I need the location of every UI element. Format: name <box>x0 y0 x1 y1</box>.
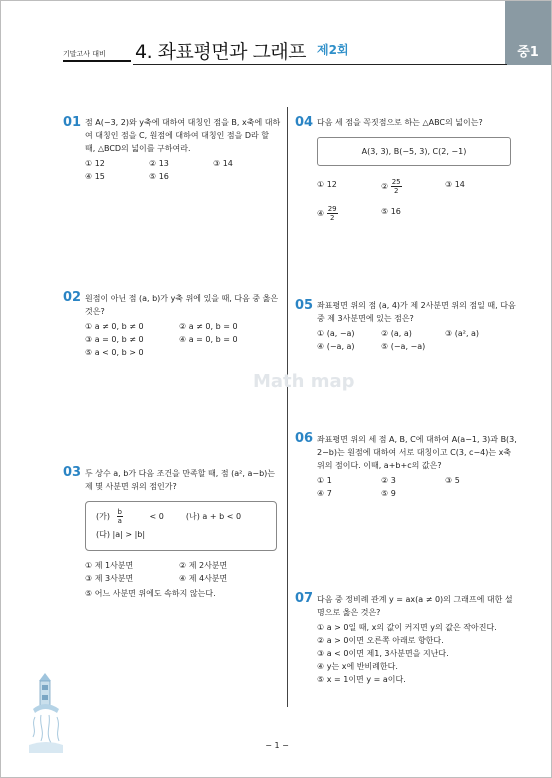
option[interactable]: ④ 제 4사분면 <box>179 574 228 583</box>
fraction-numerator: 29 <box>327 205 337 213</box>
question-06 <box>317 433 517 500</box>
question-04 <box>317 116 517 222</box>
fraction <box>391 178 402 195</box>
option[interactable]: ③ 5 <box>445 476 460 485</box>
column-divider <box>287 107 288 707</box>
fraction-denominator: 2 <box>329 214 335 222</box>
question-02 <box>85 292 281 359</box>
condition-1 <box>96 508 186 526</box>
condition-3: (다) |a| > |b| <box>96 530 146 539</box>
header-rule <box>133 64 507 65</box>
question-text: 점 A(−3, 2)와 y축에 대하여 대칭인 점을 B, x축에 대하여 대칭인 점을 C, 원점에 대하여 대칭인 점을 D라 할 때, △BCD의 넓이를 구하여라. <box>85 118 281 153</box>
option-label: ④ <box>317 209 327 218</box>
question-number: 05 <box>295 298 314 313</box>
option[interactable]: ① (a, −a) <box>317 329 355 338</box>
option[interactable]: ④ 15 <box>85 172 105 181</box>
page-number: − 1 − <box>265 741 289 750</box>
option[interactable] <box>381 178 445 195</box>
option[interactable]: ① a ≠ 0, b ≠ 0 <box>85 322 144 331</box>
option[interactable]: ③ a = 0, b ≠ 0 <box>85 335 144 344</box>
option[interactable]: ⑤ 16 <box>149 172 169 181</box>
option[interactable]: ② 13 <box>149 159 169 168</box>
option[interactable] <box>317 205 381 222</box>
question-text: 좌표평면 위의 점 (a, 4)가 제 2사분면 위의 점일 때, 다음 중 제 3사분면에 있는 점은? <box>317 301 516 323</box>
options <box>317 327 517 353</box>
question-number: 01 <box>63 115 82 130</box>
question-text: 다음 중 정비례 관계 y = ax(a ≠ 0)의 그래프에 대한 설명으로 옳은 것은? <box>317 595 513 617</box>
option[interactable]: ② (a, a) <box>381 329 412 338</box>
question-text: 좌표평면 위의 세 점 A, B, C에 대하여 A(a−1, 3)과 B(3, 2−b)는 원점에 대하여 서로 대칭이고 C(3, c−4)는 x축 위의 점이다. 이때, a+b+c의 값은? <box>317 435 517 470</box>
page-title: 4. 좌표평면과 그래프 <box>135 41 307 63</box>
points-box: A(3, 3), B(−5, 3), C(2, −1) <box>317 137 511 166</box>
option[interactable]: ③ 제 3사분면 <box>85 574 134 583</box>
option[interactable]: ⑤ (−a, −a) <box>381 342 426 351</box>
option[interactable]: ③ (a², a) <box>445 329 480 338</box>
question-number: 04 <box>295 115 314 130</box>
option-label: ② <box>381 182 391 191</box>
options <box>85 157 281 183</box>
option[interactable]: ② a ≠ 0, b = 0 <box>179 322 238 331</box>
fraction-numerator: b <box>117 508 122 516</box>
condition-2: (나) a + b < 0 <box>185 512 242 521</box>
option[interactable]: ③ 14 <box>213 159 233 168</box>
option[interactable]: ④ 7 <box>317 489 332 498</box>
option[interactable]: ⑤ a < 0, b > 0 <box>85 348 144 357</box>
question-07 <box>317 593 517 686</box>
option[interactable]: ② 제 2사분면 <box>179 561 228 570</box>
watermark: Math map <box>253 371 355 392</box>
exam-type-label: 기말고사 대비 <box>63 49 131 62</box>
conditions-box <box>85 501 277 551</box>
question-text: 다음 세 점을 꼭짓점으로 하는 △ABC의 넓이는? <box>317 118 483 127</box>
option[interactable]: ② 3 <box>381 476 396 485</box>
options <box>317 474 517 500</box>
option[interactable]: ⑤ 어느 사분면 위에도 속하지 않는다. <box>85 589 216 598</box>
question-text: 원점이 아닌 점 (a, b)가 y축 위에 있을 때, 다음 중 옳은 것은? <box>85 294 279 316</box>
question-number: 07 <box>295 591 314 606</box>
fraction-numerator: 25 <box>391 178 401 186</box>
option[interactable]: ⑤ 16 <box>381 207 401 216</box>
option[interactable]: ① 1 <box>317 476 332 485</box>
condition-1-label: (가) <box>96 512 110 521</box>
option[interactable]: ① 12 <box>317 180 337 189</box>
grade-label: 중1 <box>517 45 539 60</box>
option[interactable]: ⑤ 9 <box>381 489 396 498</box>
option[interactable]: ⑤ x = 1이면 y = a이다. <box>317 675 406 684</box>
question-05 <box>317 299 517 353</box>
question-03 <box>85 467 281 600</box>
option[interactable]: ④ (−a, a) <box>317 342 355 351</box>
fraction-denominator: a <box>117 517 122 525</box>
condition-1-rest: < 0 <box>149 512 164 521</box>
fraction <box>117 508 145 525</box>
top-band <box>1 1 552 37</box>
grade-tab <box>505 1 551 65</box>
question-number: 03 <box>63 465 82 480</box>
option[interactable]: ① 제 1사분면 <box>85 561 134 570</box>
option[interactable]: ① a > 0일 때, x의 값이 커지면 y의 값은 작아진다. <box>317 623 497 632</box>
options <box>317 621 517 686</box>
round-label: 제2회 <box>317 43 349 57</box>
option[interactable]: ② a > 0이면 오른쪽 아래로 향한다. <box>317 636 444 645</box>
question-01 <box>85 116 281 183</box>
fraction <box>327 205 338 222</box>
options <box>85 587 281 600</box>
options <box>317 178 517 222</box>
question-number: 02 <box>63 290 82 305</box>
fraction-denominator: 2 <box>393 187 399 195</box>
option[interactable]: ④ a = 0, b = 0 <box>179 335 238 344</box>
options <box>85 559 281 585</box>
question-text: 두 상수 a, b가 다음 조건을 만족할 때, 점 (a², a−b)는 제 몇 사분면 위의 점인가? <box>85 469 275 491</box>
option[interactable]: ① 12 <box>85 159 105 168</box>
option[interactable]: ③ a < 0이면 제1, 3사분면을 지난다. <box>317 649 449 658</box>
option[interactable]: ③ 14 <box>445 180 465 189</box>
option[interactable]: ④ y는 x에 반비례한다. <box>317 662 398 671</box>
options <box>85 320 281 359</box>
question-number: 06 <box>295 431 314 446</box>
